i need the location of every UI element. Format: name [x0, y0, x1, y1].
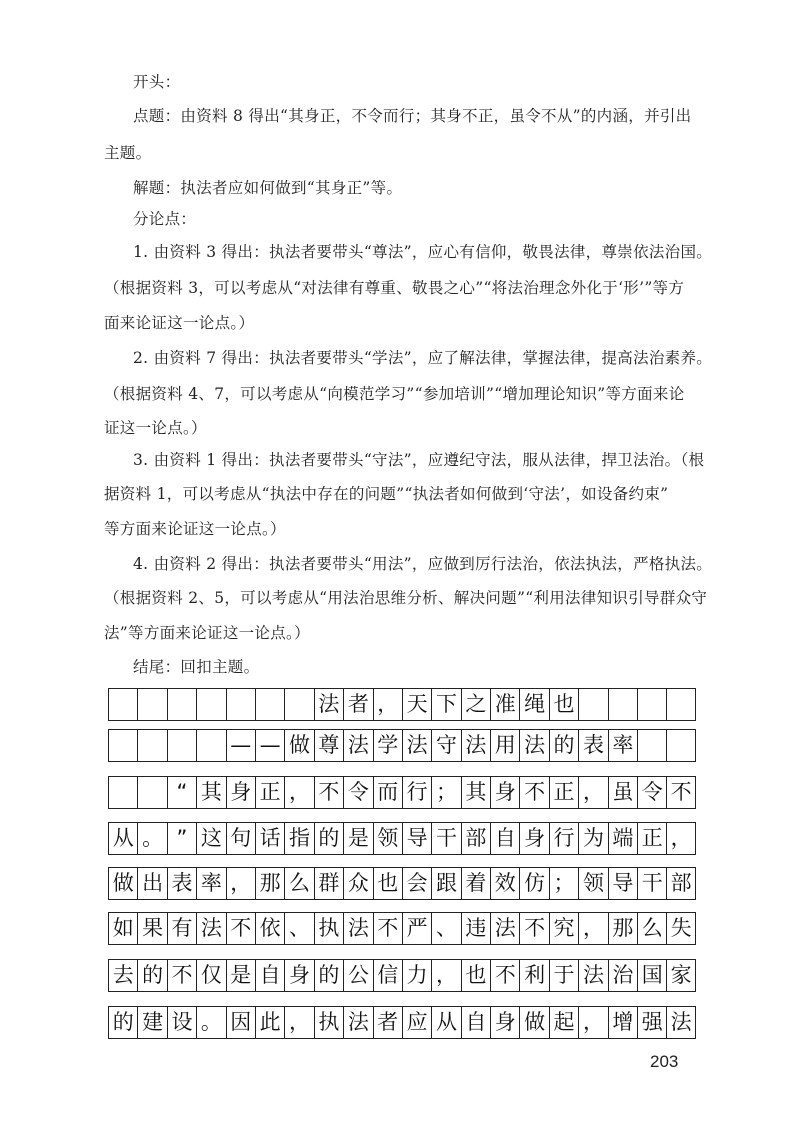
essay-grid-cell: 正 [637, 823, 666, 854]
essay-grid-cell: 不 [666, 777, 695, 808]
essay-grid-cell [255, 689, 284, 720]
essay-grid-cell: 干 [431, 823, 460, 854]
essay-grid-cell: 是 [343, 823, 372, 854]
essay-grid-cell: 自 [255, 960, 284, 991]
essay-grid-cell: 去 [108, 960, 137, 991]
essay-grid-cell: 句 [226, 823, 255, 854]
essay-grid-cell [608, 689, 637, 720]
essay-grid-cell: 表 [578, 730, 607, 761]
essay-grid-cell: “ [167, 777, 196, 808]
essay-grid-cell: 导 [608, 868, 637, 899]
essay-grid-cell: 尊 [314, 730, 343, 761]
essay-grid-cell: ， [666, 823, 695, 854]
essay-grid-cell: 如 [108, 913, 137, 944]
opening-heading: 开头： [133, 73, 181, 91]
point-line: （根据资料 4、7，可以考虑从“向模范学习”“参加培训”“增加理论知识”等方面来论 [104, 385, 685, 403]
essay-grid-cell: 不 [519, 777, 548, 808]
essay-grid-cell: 导 [402, 823, 431, 854]
essay-grid-cell [108, 777, 137, 808]
essay-grid-cell: 者 [373, 1007, 402, 1038]
essay-grid-cell: 从 [108, 823, 137, 854]
essay-grid-cell: 行 [402, 777, 431, 808]
essay-grid-cell: 不 [519, 913, 548, 944]
essay-grid-cell: 自 [490, 823, 519, 854]
essay-grid-row [108, 959, 696, 992]
essay-grid-cell [137, 730, 166, 761]
point-line: 2. 由资料 7 得出：执法者要带头“学法”，应了解法律，掌握法律，提高法治素养。 [133, 349, 713, 367]
essay-grid-cell: 正 [549, 777, 578, 808]
essay-grid-cell: ， [578, 777, 607, 808]
essay-grid-cell: 其 [196, 777, 225, 808]
essay-grid-row [108, 822, 696, 855]
essay-grid-cell [167, 689, 196, 720]
explain-title: 解题：执法者应如何做到“其身正”等。 [133, 179, 403, 197]
essay-grid-cell: 自 [461, 1007, 490, 1038]
essay-grid-cell: 干 [637, 868, 666, 899]
essay-grid-cell: 违 [461, 913, 490, 944]
essay-grid-cell: 话 [255, 823, 284, 854]
essay-grid-cell: 的 [108, 1007, 137, 1038]
essay-grid-cell: 守 [431, 730, 460, 761]
essay-grid-cell: 指 [284, 823, 313, 854]
essay-grid-cell: 的 [314, 960, 343, 991]
point-line: 法”等方面来论证这一论点。） [104, 624, 310, 642]
essay-grid-cell: 家 [666, 960, 695, 991]
essay-grid-cell: ； [549, 868, 578, 899]
essay-grid-cell: 正 [255, 777, 284, 808]
essay-grid-cell: 的 [549, 730, 578, 761]
essay-grid-cell: 也 [461, 960, 490, 991]
essay-grid-row [108, 729, 696, 762]
essay-grid-cell: 者 [343, 689, 372, 720]
essay-grid-cell: ” [167, 823, 196, 854]
essay-grid-cell: 身 [490, 777, 519, 808]
essay-grid-cell: 仅 [196, 960, 225, 991]
essay-grid-cell: 也 [549, 689, 578, 720]
essay-grid-cell: 。 [137, 823, 166, 854]
essay-grid-cell: 不 [167, 960, 196, 991]
essay-grid-cell: ， [284, 1007, 313, 1038]
essay-grid-cell [666, 689, 695, 720]
essay-grid-cell: 严 [402, 913, 431, 944]
essay-grid-cell: 虽 [608, 777, 637, 808]
essay-grid-cell: 之 [461, 689, 490, 720]
essay-grid-cell: 领 [578, 868, 607, 899]
essay-grid-cell: 下 [431, 689, 460, 720]
essay-grid-cell: 天 [402, 689, 431, 720]
essay-grid-cell: 国 [637, 960, 666, 991]
essay-grid-cell: 部 [461, 823, 490, 854]
essay-grid-cell: 因 [226, 1007, 255, 1038]
essay-grid-cell: 率 [196, 868, 225, 899]
essay-grid-cell: ， [373, 689, 402, 720]
essay-grid-cell: 设 [167, 1007, 196, 1038]
point-title-line: 主题。 [104, 144, 152, 162]
essay-grid-cell: 法 [461, 730, 490, 761]
essay-grid-cell: 不 [226, 913, 255, 944]
essay-grid-cell: ， [578, 1007, 607, 1038]
point-line: 证这一论点。） [104, 419, 207, 437]
essay-grid-cell: 群 [314, 868, 343, 899]
essay-grid-cell: 那 [608, 913, 637, 944]
essay-grid-cell: 强 [637, 1007, 666, 1038]
essay-grid-cell: 绳 [519, 689, 548, 720]
essay-grid-cell: 果 [137, 913, 166, 944]
essay-grid-cell: 法 [314, 689, 343, 720]
essay-grid-cell: 做 [519, 1007, 548, 1038]
essay-grid-cell: 身 [284, 960, 313, 991]
essay-grid-cell: 法 [402, 730, 431, 761]
essay-grid-cell: 、 [431, 913, 460, 944]
essay-grid-cell: 这 [196, 823, 225, 854]
essay-grid-cell: 为 [578, 823, 607, 854]
essay-grid-cell: 法 [519, 730, 548, 761]
essay-grid-cell [137, 689, 166, 720]
essay-grid-cell: 。 [196, 1007, 225, 1038]
ending: 结尾：回扣主题。 [133, 658, 260, 676]
essay-grid-cell [196, 689, 225, 720]
essay-grid-cell: 利 [519, 960, 548, 991]
essay-grid-cell: 率 [608, 730, 637, 761]
essay-grid-cell: 不 [314, 777, 343, 808]
essay-grid-cell: 表 [167, 868, 196, 899]
essay-grid-cell: — [255, 730, 284, 761]
essay-grid-cell [196, 730, 225, 761]
essay-grid-cell: 身 [226, 777, 255, 808]
essay-grid-row [108, 776, 696, 809]
essay-grid-cell: 而 [373, 777, 402, 808]
essay-grid-cell [578, 689, 607, 720]
essay-grid-cell: 法 [343, 730, 372, 761]
essay-grid-cell: 不 [490, 960, 519, 991]
essay-grid-cell: 么 [637, 913, 666, 944]
essay-grid-cell [666, 730, 695, 761]
essay-grid-cell: 身 [490, 1007, 519, 1038]
essay-grid-cell: 令 [637, 777, 666, 808]
essay-grid-cell: 的 [137, 960, 166, 991]
essay-grid-cell [637, 689, 666, 720]
sub-points-heading: 分论点： [133, 210, 197, 228]
essay-grid-cell: 建 [137, 1007, 166, 1038]
essay-grid-cell: 么 [284, 868, 313, 899]
essay-grid-cell: 起 [549, 1007, 578, 1038]
essay-grid-cell: 公 [343, 960, 372, 991]
point-line: （根据资料 2、5，可以考虑从“用法治思维分析、解决问题”“利用法律知识引导群众守 [104, 589, 708, 607]
essay-grid-cell: 部 [666, 868, 695, 899]
essay-grid-cell: 做 [108, 868, 137, 899]
essay-grid-cell: 令 [343, 777, 372, 808]
essay-grid-cell: 从 [431, 1007, 460, 1038]
essay-grid-cell: 学 [373, 730, 402, 761]
point-line: 据资料 1，可以考虑从“执法中存在的问题”“执法者如何做到‘守法’，如设备约束” [104, 485, 669, 503]
essay-grid-cell [226, 689, 255, 720]
point-line: （根据资料 3，可以考虑从“对法律有尊重、敬畏之心”“将法治理念外化于‘形’”等方 [104, 279, 685, 297]
essay-grid-cell: 究 [549, 913, 578, 944]
essay-grid-cell: 有 [167, 913, 196, 944]
essay-grid-cell: 增 [608, 1007, 637, 1038]
essay-grid-row [108, 867, 696, 900]
point-line: 3. 由资料 1 得出：执法者要带头“守法”，应遵纪守法，服从法律，捍卫法治。（根 [133, 451, 705, 469]
essay-grid-cell: 会 [402, 868, 431, 899]
essay-grid-cell: 的 [314, 823, 343, 854]
point-line: 1. 由资料 3 得出：执法者要带头“尊法”，应心有信仰，敬畏法律，尊崇依法治国。 [133, 243, 713, 261]
essay-grid-cell: 那 [255, 868, 284, 899]
essay-grid-cell: 身 [519, 823, 548, 854]
page-number: 203 [650, 1052, 679, 1071]
essay-grid-cell [284, 689, 313, 720]
essay-grid-cell: 用 [490, 730, 519, 761]
point-line: 等方面来论证这一论点。） [104, 520, 286, 538]
essay-grid-cell: ， [226, 868, 255, 899]
essay-grid-cell: 失 [666, 913, 695, 944]
essay-grid-cell: 也 [373, 868, 402, 899]
essay-grid-cell: 仿 [519, 868, 548, 899]
essay-grid-cell: 法 [666, 1007, 695, 1038]
essay-grid-cell: 出 [137, 868, 166, 899]
essay-grid-cell: 信 [373, 960, 402, 991]
essay-grid-cell [167, 730, 196, 761]
essay-grid-cell: 法 [196, 913, 225, 944]
essay-grid-cell: 端 [608, 823, 637, 854]
essay-grid-cell: 是 [226, 960, 255, 991]
essay-grid-cell [108, 730, 137, 761]
essay-grid-cell: 行 [549, 823, 578, 854]
essay-grid-cell: 执 [314, 1007, 343, 1038]
point-line: 4. 由资料 2 得出：执法者要带头“用法”，应做到厉行法治，依法执法，严格执法。 [133, 555, 713, 573]
essay-grid-cell: 其 [461, 777, 490, 808]
essay-grid-cell: 力 [402, 960, 431, 991]
essay-grid-cell [108, 689, 137, 720]
essay-grid-row [108, 688, 696, 721]
essay-grid-row [108, 1006, 696, 1039]
essay-grid-cell: 此 [255, 1007, 284, 1038]
essay-grid-cell: 、 [284, 913, 313, 944]
essay-grid-cell: ； [431, 777, 460, 808]
point-line: 面来论证这一论点。） [104, 314, 255, 332]
essay-grid-cell: 于 [549, 960, 578, 991]
essay-grid-cell: 着 [461, 868, 490, 899]
essay-grid-cell [137, 777, 166, 808]
essay-grid-cell: 法 [578, 960, 607, 991]
essay-grid-cell: ， [578, 913, 607, 944]
point-title-line: 点题：由资料 8 得出“其身正，不令而行；其身不正，虽令不从”的内涵，并引出 [133, 107, 692, 125]
essay-grid-cell: 不 [373, 913, 402, 944]
essay-grid-cell: — [226, 730, 255, 761]
essay-grid-row [108, 912, 696, 945]
essay-grid-cell: 法 [343, 913, 372, 944]
essay-grid-cell: 众 [343, 868, 372, 899]
essay-grid-cell: 效 [490, 868, 519, 899]
essay-grid-cell: 依 [255, 913, 284, 944]
essay-grid-cell: 治 [608, 960, 637, 991]
essay-grid-cell: 应 [402, 1007, 431, 1038]
essay-grid-cell: ， [284, 777, 313, 808]
essay-grid-cell [637, 730, 666, 761]
essay-grid-cell: 跟 [431, 868, 460, 899]
essay-grid-cell: 做 [284, 730, 313, 761]
essay-grid-cell: 执 [314, 913, 343, 944]
essay-grid-cell: 法 [490, 913, 519, 944]
essay-grid-cell: 领 [373, 823, 402, 854]
essay-grid-cell: ， [431, 960, 460, 991]
essay-grid-cell: 准 [490, 689, 519, 720]
essay-grid-cell: 法 [343, 1007, 372, 1038]
